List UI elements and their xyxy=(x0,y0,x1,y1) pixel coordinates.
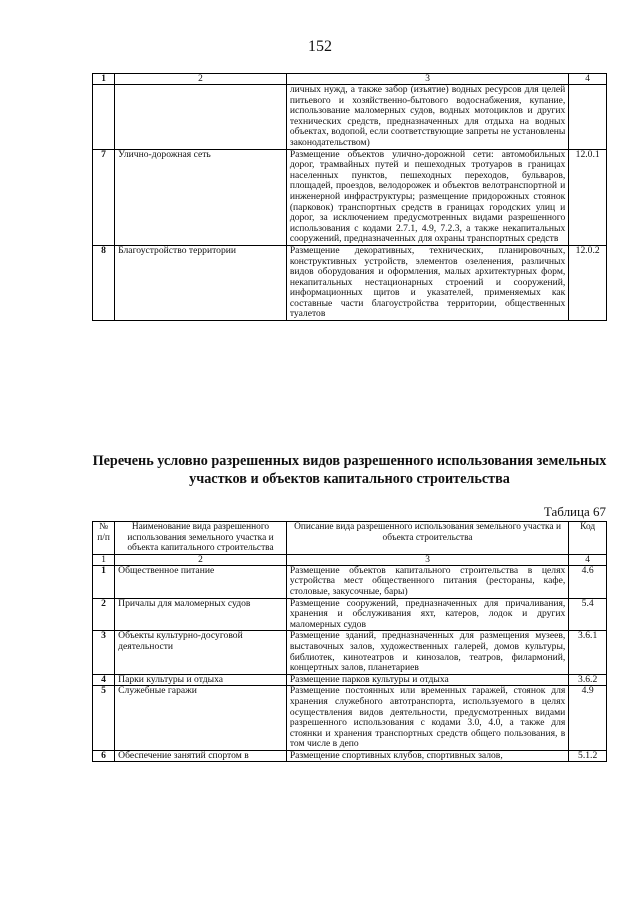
use-type-name: Улично-дорожная сеть xyxy=(115,149,287,245)
use-type-description: Размещение объектов капитального строительства в целях устройства мест общественного питания (рестораны, кафе, столовые, закусочные, бары) xyxy=(286,565,568,598)
use-type-code: 5.4 xyxy=(569,598,607,631)
column-index: 1 xyxy=(93,554,115,565)
table-label: Таблица 67 xyxy=(543,504,606,519)
table-row xyxy=(93,245,607,320)
use-type-description: Размещение парков культуры и отдыха xyxy=(286,674,568,686)
column-index: 3 xyxy=(286,554,568,565)
use-type-name: Парки культуры и отдыха xyxy=(115,674,287,686)
use-type-code: 5.1.2 xyxy=(569,750,607,762)
row-number: 3 xyxy=(93,631,115,674)
use-type-code xyxy=(569,85,607,150)
use-type-description: Размещение постоянных или временных гаражей, стоянок для хранения служебного автотранспорта, используемого в целях осуществления видов деятельности, предусмотренных видами разрешенного использования с кодами 3.0, 4.0, а также для стоянки и хранения транспортных средств общего пользования, в том числе в депо xyxy=(286,686,568,751)
column-index-row xyxy=(93,74,607,85)
use-type-code: 4.6 xyxy=(569,565,607,598)
use-type-name: Объекты культурно-досуговой деятельности xyxy=(115,631,287,674)
use-type-code: 3.6.2 xyxy=(569,674,607,686)
row-number: 6 xyxy=(93,750,115,762)
table-row xyxy=(93,565,607,598)
column-index: 1 xyxy=(93,74,115,85)
header-description: Описание вида разрешенного использования земельного участка и объекта строительства xyxy=(286,522,568,555)
row-number: 4 xyxy=(93,674,115,686)
row-number xyxy=(93,85,115,150)
use-type-name: Благоустройство территории xyxy=(115,245,287,320)
column-index: 4 xyxy=(569,554,607,565)
header-number: № п/п xyxy=(93,522,115,555)
row-number: 5 xyxy=(93,686,115,751)
use-type-name xyxy=(115,85,287,150)
use-type-name: Причалы для маломерных судов xyxy=(115,598,287,631)
table-row xyxy=(93,85,607,150)
column-index: 2 xyxy=(115,554,287,565)
table-row xyxy=(93,674,607,686)
land-use-table-continued xyxy=(92,73,607,321)
use-type-code: 12.0.2 xyxy=(569,245,607,320)
use-type-description: Размещение зданий, предназначенных для размещения музеев, выставочных залов, художественных галерей, домов культуры, библиотек, кинотеатров и кинозалов, театров, филармоний, концертных залов, планетариев xyxy=(286,631,568,674)
use-type-code: 12.0.1 xyxy=(569,149,607,245)
use-type-description: Размещение декоративных, технических, планировочных, конструктивных устройств, элементов озеленения, различных видов оборудования и оформления, малых архитектурных форм, некапитальных нестационарных строений и сооружений, информационных щитов и указателей, применяемых как составные части благоустройства территории, общественных туалетов xyxy=(286,245,568,320)
header-code: Код xyxy=(569,522,607,555)
use-type-code: 3.6.1 xyxy=(569,631,607,674)
column-index: 4 xyxy=(569,74,607,85)
table-row xyxy=(93,149,607,245)
column-index: 3 xyxy=(286,74,568,85)
page-number: 152 xyxy=(308,38,332,55)
use-type-description: личных нужд, а также забор (изъятие) водных ресурсов для целей питьевого и хозяйственно-бытового водоснабжения, купание, использование маломерных судов, водных мотоциклов и других технических средств, предназначенных для отдыха на водных объектах, водопой, если соответствующие запреты не установлены законодательством) xyxy=(286,85,568,150)
use-type-description: Размещение спортивных клубов, спортивных залов, xyxy=(286,750,568,762)
row-number: 2 xyxy=(93,598,115,631)
table-header-row xyxy=(93,522,607,555)
header-name: Наименование вида разрешенного использования земельного участка и объекта капитального строительства xyxy=(115,522,287,555)
table-row xyxy=(93,686,607,751)
table-row xyxy=(93,631,607,674)
use-type-code: 4.9 xyxy=(569,686,607,751)
section-title: Перечень условно разрешенных видов разрешенного использования земельных участков и объектов капитального строительства xyxy=(92,453,607,487)
use-type-name: Служебные гаражи xyxy=(115,686,287,751)
column-index-row xyxy=(93,554,607,565)
table-row xyxy=(93,750,607,762)
use-type-description: Размещение объектов улично-дорожной сети: автомобильных дорог, трамвайных путей и пешеходных тротуаров в границах населенных пунктов, пешеходных переходов, бульваров, площадей, проездов, велодорожек и объектов велотранспортной и инженерной инфраструктуры; размещение придорожных стоянок (парковок) транспортных средств в границах городских улиц и дорог, за исключением предусмотренных видами разрешенного использования с кодами 2.7.1, 4.9, 7.2.3, а также некапитальных сооружений, предназначенных для охраны транспортных средств xyxy=(286,149,568,245)
row-number: 1 xyxy=(93,565,115,598)
use-type-name: Общественное питание xyxy=(115,565,287,598)
row-number: 7 xyxy=(93,149,115,245)
table-row xyxy=(93,598,607,631)
use-type-name: Обеспечение занятий спортом в xyxy=(115,750,287,762)
conditional-use-table xyxy=(92,521,607,762)
column-index: 2 xyxy=(115,74,287,85)
use-type-description: Размещение сооружений, предназначенных для причаливания, хранения и обслуживания яхт, катеров, лодок и других маломерных судов xyxy=(286,598,568,631)
row-number: 8 xyxy=(93,245,115,320)
